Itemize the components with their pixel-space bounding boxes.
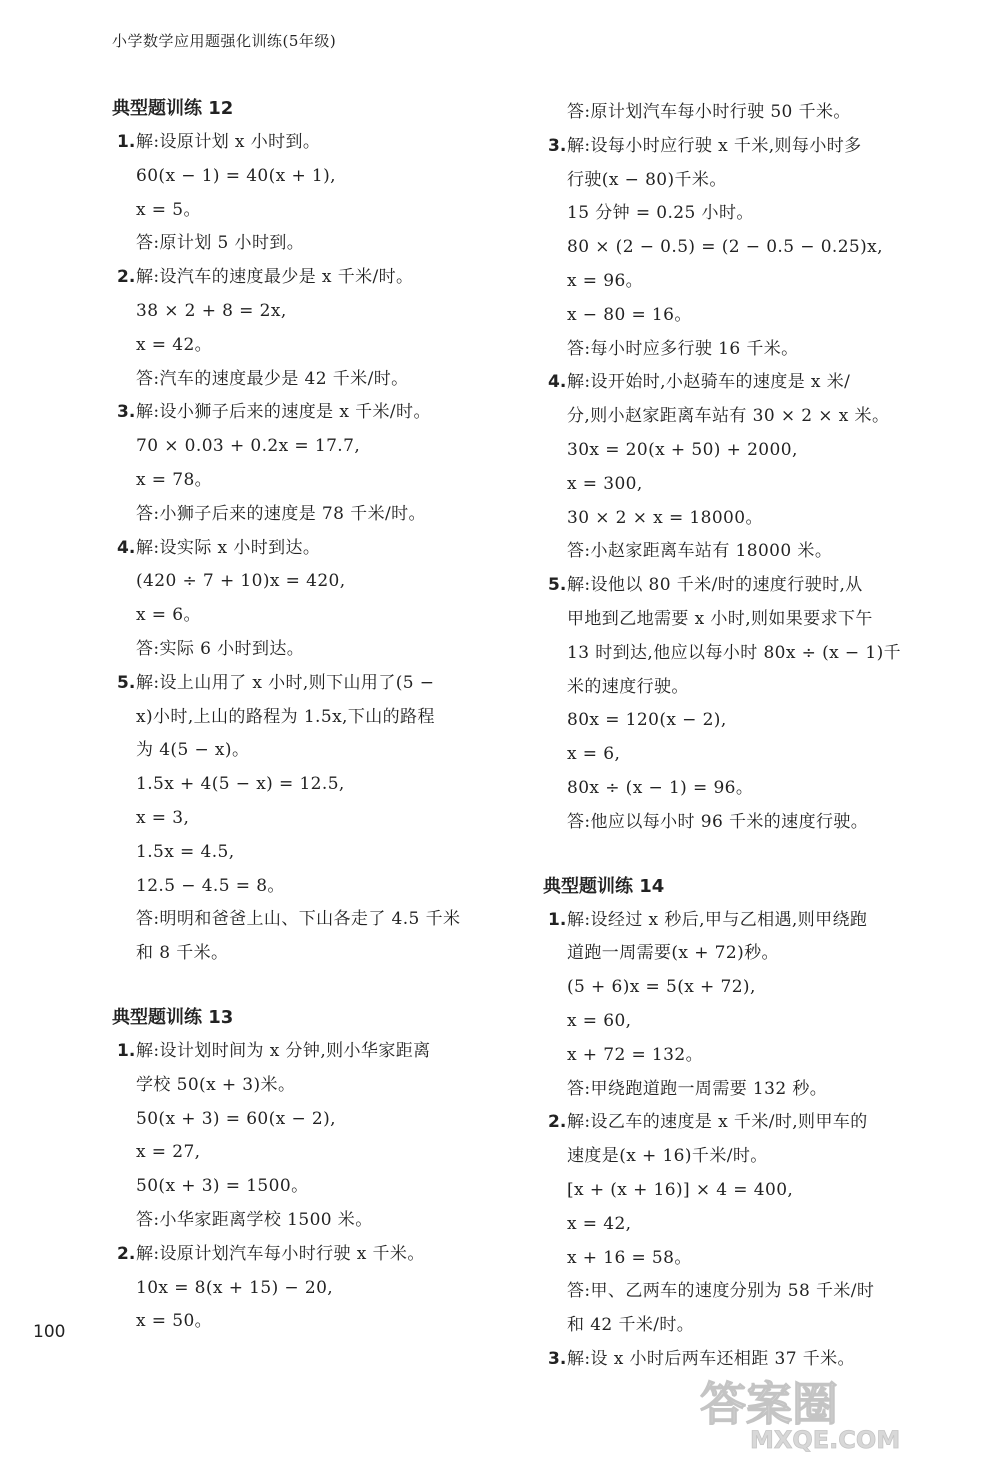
text-line: 答:每小时应多行驶 16 千米。: [567, 338, 799, 359]
text-line: x = 42,: [567, 1213, 632, 1234]
problem-number: 1.: [117, 1040, 136, 1061]
problem-number: 5.: [548, 575, 567, 596]
text-line: 解:设原计划汽车每小时行驶 x 千米。: [136, 1243, 425, 1264]
problem-number: 3.: [548, 1348, 567, 1369]
text-line: 分,则小赵家距离车站有 30 × 2 × x 米。: [567, 406, 890, 427]
text-line: 答:汽车的速度最少是 42 千米/时。: [136, 368, 409, 389]
right-column: [543, 96, 963, 1407]
text-line: 50(x + 3) = 1500。: [136, 1176, 309, 1197]
text-line: x = 50。: [136, 1311, 213, 1332]
problem: [543, 1106, 963, 1343]
text-line: 解:设小狮子后来的速度是 x 千米/时。: [136, 402, 431, 423]
text-line: 13 时到达,他应以每小时 80x ÷ (x − 1)千: [567, 642, 902, 663]
text-line: 行驶(x − 80)千米。: [567, 169, 727, 190]
text-line: (420 ÷ 7 + 10)x = 420,: [136, 571, 346, 592]
text-line: 答:实际 6 小时到达。: [136, 638, 305, 659]
watermark-url: MXQE.COM: [750, 1426, 901, 1452]
text-line: 答:明明和爸爸上山、下山各走了 4.5 千米: [136, 909, 461, 930]
problem: [112, 261, 512, 396]
text-line: 解:设上山用了 x 小时,则下山用了(5 −: [136, 672, 435, 693]
page-header: 小学数学应用题强化训练(5年级): [112, 32, 337, 50]
text-line: x + 16 = 58。: [567, 1247, 692, 1268]
text-line: 解:设乙车的速度是 x 千米/时,则甲车的: [567, 1112, 868, 1133]
watermark-logo: [690, 1372, 990, 1452]
text-line: 解:设经过 x 秒后,甲与乙相遇,则甲绕跑: [567, 909, 868, 930]
text-line: 为 4(5 − x)。: [136, 740, 250, 761]
text-line: 答:他应以每小时 96 千米的速度行驶。: [567, 811, 869, 832]
problem-number: 5.: [117, 672, 136, 693]
text-line: 答:小赵家距离车站有 18000 米。: [567, 541, 833, 562]
text-line: 和 8 千米。: [136, 943, 229, 964]
text-line: 解:设开始时,小赵骑车的速度是 x 米/: [567, 372, 851, 393]
text-line: x − 80 = 16。: [567, 304, 692, 325]
problem: [112, 396, 512, 531]
section-12: [112, 92, 512, 971]
page-number: 100: [33, 1322, 66, 1342]
problem: [543, 569, 963, 839]
text-line: 答:小狮子后来的速度是 78 千米/时。: [136, 503, 426, 524]
text-line: 12.5 − 4.5 = 8。: [136, 875, 285, 896]
text-line: x = 5。: [136, 199, 201, 220]
problem: [112, 1035, 512, 1238]
text-line: 解:设计划时间为 x 分钟,则小华家距离: [136, 1040, 431, 1061]
problem: [543, 366, 963, 569]
watermark-text: 答案圈: [700, 1377, 838, 1431]
section-title: 典型题训练 13: [112, 1006, 234, 1028]
problem-number: 1.: [548, 909, 567, 930]
text-line: x = 78。: [136, 469, 213, 490]
text-line: 答:原计划 5 小时到。: [136, 233, 305, 254]
problem: [112, 1238, 512, 1339]
text-line: 解:设每小时应行驶 x 千米,则每小时多: [567, 135, 862, 156]
text-line: 80x = 120(x − 2),: [567, 710, 727, 731]
problem-number: 4.: [548, 372, 567, 393]
text-line: 38 × 2 + 8 = 2x,: [136, 300, 287, 321]
text-line: 解:设 x 小时后两车还相距 37 千米。: [567, 1348, 855, 1369]
text-line: 甲地到乙地需要 x 小时,则如果要求下午: [567, 608, 873, 629]
problem-number: 2.: [117, 267, 136, 288]
text-line: x = 96。: [567, 270, 644, 291]
text-line: 15 分钟 = 0.25 小时。: [567, 203, 754, 224]
problem-number: 2.: [117, 1243, 136, 1264]
text-line: 30 × 2 × x = 18000。: [567, 507, 763, 528]
problem: [543, 904, 963, 1107]
text-line: 道跑一周需要(x + 72)秒。: [567, 943, 779, 964]
text-line: 答:小华家距离学校 1500 米。: [136, 1209, 373, 1230]
text-line: 解:设实际 x 小时到达。: [136, 537, 321, 558]
text-line: x = 42。: [136, 334, 213, 355]
section-title: 典型题训练 12: [112, 98, 234, 119]
problem-number: 1.: [117, 132, 136, 152]
text-line: x = 3,: [136, 807, 190, 828]
section-13: [112, 1001, 512, 1339]
text-line: 解:设原计划 x 小时到。: [136, 132, 321, 152]
text-line: 速度是(x + 16)千米/时。: [567, 1146, 768, 1167]
text-line: 50(x + 3) = 60(x − 2),: [136, 1108, 336, 1129]
text-line: 答:甲绕跑道跑一周需要 132 秒。: [567, 1078, 828, 1099]
text-line: x = 6,: [567, 744, 621, 765]
section-14: [543, 870, 963, 1377]
text-line: x = 6。: [136, 605, 201, 626]
problem: [543, 130, 963, 367]
section-title: 典型题训练 14: [543, 875, 665, 897]
problem-number: 4.: [117, 537, 136, 558]
text-line: 解:设汽车的速度最少是 x 千米/时。: [136, 267, 414, 288]
text-line: 和 42 千米/时。: [567, 1315, 695, 1336]
text-line: 80x ÷ (x − 1) = 96。: [567, 777, 754, 798]
continued-answer: [543, 96, 963, 130]
text-line: (5 + 6)x = 5(x + 72),: [567, 977, 756, 998]
text-line: x)小时,上山的路程为 1.5x,下山的路程: [136, 706, 435, 727]
problem: [112, 126, 512, 261]
text-line: 米的速度行驶。: [567, 676, 689, 697]
text-line: 30x = 20(x + 50) + 2000,: [567, 439, 798, 460]
text-line: 70 × 0.03 + 0.2x = 17.7,: [136, 436, 361, 457]
problem-number: 3.: [548, 135, 567, 156]
text-line: x = 300,: [567, 473, 643, 494]
problem-number: 2.: [548, 1112, 567, 1133]
text-line: x + 72 = 132。: [567, 1044, 703, 1065]
text-line: 1.5x + 4(5 − x) = 12.5,: [136, 774, 345, 795]
text-line: x = 27,: [136, 1142, 201, 1163]
text-line: 60(x − 1) = 40(x + 1),: [136, 165, 336, 186]
problem: [112, 532, 512, 667]
text-line: 答:甲、乙两车的速度分别为 58 千米/时: [567, 1281, 875, 1302]
text-line: 学校 50(x + 3)米。: [136, 1074, 296, 1095]
text-line: [x + (x + 16)] × 4 = 400,: [567, 1179, 794, 1200]
problem: [112, 667, 512, 971]
text-line: 1.5x = 4.5,: [136, 841, 235, 862]
problem-number: 3.: [117, 402, 136, 423]
text-line: 10x = 8(x + 15) − 20,: [136, 1277, 334, 1298]
text-line: x = 60,: [567, 1010, 632, 1031]
text-line: 答:原计划汽车每小时行驶 50 千米。: [567, 102, 851, 122]
text-line: 80 × (2 − 0.5) = (2 − 0.5 − 0.25)x,: [567, 237, 883, 258]
text-line: 解:设他以 80 千米/时的速度行驶时,从: [567, 575, 863, 596]
left-column: [112, 92, 512, 1369]
section-13-continued: [543, 130, 963, 840]
